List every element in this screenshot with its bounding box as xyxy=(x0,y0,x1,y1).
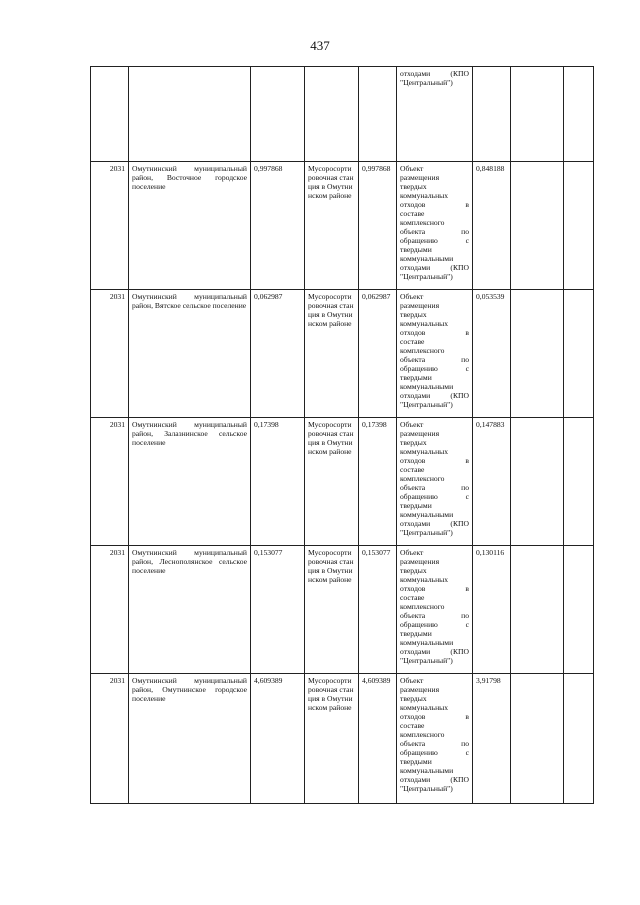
table-row xyxy=(91,674,594,804)
object-line: твердыми xyxy=(400,757,432,766)
value2-cell: 0,062987 xyxy=(359,290,397,418)
object-line: объекта по xyxy=(400,355,469,364)
year-cell: 2031 xyxy=(91,546,129,674)
object-line: Объект xyxy=(400,164,424,173)
value3-cell xyxy=(473,67,511,162)
empty-cell xyxy=(511,418,564,546)
object-line: отходами (КПО xyxy=(400,775,469,784)
empty-cell xyxy=(511,162,564,290)
object-line: комплексного xyxy=(400,346,445,355)
object-line: Объект xyxy=(400,420,424,429)
object-line: "Центральный") xyxy=(400,272,453,281)
station-cell: Мусоросортировочная станция в Омутнинском районе xyxy=(305,162,359,290)
object-line: отходов в xyxy=(400,584,469,593)
table-row-continuation xyxy=(91,67,594,162)
object-line: размещения xyxy=(400,301,440,310)
object-line: коммунальными xyxy=(400,382,454,391)
empty-cell xyxy=(564,418,594,546)
object-line: твердыми xyxy=(400,245,432,254)
empty-cell xyxy=(564,67,594,162)
object-line: коммунальными xyxy=(400,254,454,263)
object-line: комплексного xyxy=(400,218,445,227)
object-line: "Центральный") xyxy=(400,528,453,537)
object-line: обращению с xyxy=(400,236,469,245)
object-line: составе xyxy=(400,593,425,602)
object-line: твердых xyxy=(400,566,427,575)
object-line: отходов в xyxy=(400,328,469,337)
object-line: отходами (КПО xyxy=(400,519,469,528)
object-line: коммунальными xyxy=(400,766,454,775)
object-line: твердыми xyxy=(400,373,432,382)
station-cell: Мусоросортировочная станция в Омутнинском районе xyxy=(305,290,359,418)
object-line: обращению с xyxy=(400,620,469,629)
object-line: твердых xyxy=(400,694,427,703)
object-line: коммунальными xyxy=(400,638,454,647)
station-cell: Мусоросортировочная станция в Омутнинском районе xyxy=(305,418,359,546)
district-cell: Омутнинский муниципальный район, Залазнинское сельское поселение xyxy=(129,418,251,546)
object-line: коммунальных xyxy=(400,191,449,200)
object-line: составе xyxy=(400,721,425,730)
value1-cell: 4,609389 xyxy=(251,674,305,804)
value3-cell: 0,147883 xyxy=(473,418,511,546)
year-cell: 2031 xyxy=(91,674,129,804)
object-line: отходами (КПО xyxy=(400,647,469,656)
object-line: размещения xyxy=(400,429,440,438)
year-cell: 2031 xyxy=(91,418,129,546)
object-line: объекта по xyxy=(400,483,469,492)
object-line: обращению с xyxy=(400,364,469,373)
object-line: "Центральный") xyxy=(400,400,453,409)
year-cell xyxy=(91,67,129,162)
object-cell xyxy=(397,290,473,418)
table-body xyxy=(91,67,594,804)
object-line: объекта по xyxy=(400,611,469,620)
station-cell: Мусоросортировочная станция в Омутнинском районе xyxy=(305,546,359,674)
waste-flow-table xyxy=(90,66,594,804)
value1-cell: 0,062987 xyxy=(251,290,305,418)
district-cell: Омутнинский муниципальный район, Восточное городское поселение xyxy=(129,162,251,290)
object-line: составе xyxy=(400,337,425,346)
value3-cell: 0,053539 xyxy=(473,290,511,418)
object-line: отходов в xyxy=(400,456,469,465)
object-line: твердых xyxy=(400,438,427,447)
object-line: коммунальных xyxy=(400,447,449,456)
empty-cell xyxy=(564,290,594,418)
object-cell xyxy=(397,546,473,674)
object-line: обращению с xyxy=(400,748,469,757)
value2-cell: 4,609389 xyxy=(359,674,397,804)
object-line: составе xyxy=(400,209,425,218)
empty-cell xyxy=(511,674,564,804)
object-line: коммунальных xyxy=(400,319,449,328)
object-line: Объект xyxy=(400,548,424,557)
value3-cell: 3,91798 xyxy=(473,674,511,804)
object-line: размещения xyxy=(400,685,440,694)
empty-cell xyxy=(564,674,594,804)
object-line: комплексного xyxy=(400,602,445,611)
district-cell: Омутнинский муниципальный район, Вятское сельское поселение xyxy=(129,290,251,418)
object-line: отходами (КПО xyxy=(400,69,469,78)
value1-cell: 0,17398 xyxy=(251,418,305,546)
object-line: размещения xyxy=(400,557,440,566)
object-line: отходами (КПО xyxy=(400,263,469,272)
object-line: твердых xyxy=(400,310,427,319)
object-line: твердыми xyxy=(400,629,432,638)
table-row xyxy=(91,290,594,418)
station-cell: Мусоросортировочная станция в Омутнинском районе xyxy=(305,674,359,804)
empty-cell xyxy=(564,162,594,290)
object-line: отходов в xyxy=(400,200,469,209)
object-line: "Центральный") xyxy=(400,78,453,87)
object-line: "Центральный") xyxy=(400,656,453,665)
table-row xyxy=(91,418,594,546)
value1-cell xyxy=(251,67,305,162)
object-line: комплексного xyxy=(400,474,445,483)
district-cell: Омутнинский муниципальный район, Омутнинское городское поселение xyxy=(129,674,251,804)
object-line: обращению с xyxy=(400,492,469,501)
empty-cell xyxy=(511,290,564,418)
value1-cell: 0,153077 xyxy=(251,546,305,674)
district-cell: Омутнинский муниципальный район, Леснополянское сельское поселение xyxy=(129,546,251,674)
object-line: коммунальными xyxy=(400,510,454,519)
object-cell xyxy=(397,674,473,804)
empty-cell xyxy=(511,546,564,674)
value2-cell: 0,17398 xyxy=(359,418,397,546)
year-cell: 2031 xyxy=(91,162,129,290)
object-line: "Центральный") xyxy=(400,784,453,793)
value2-cell xyxy=(359,67,397,162)
table-row xyxy=(91,546,594,674)
empty-cell xyxy=(564,546,594,674)
object-line: комплексного xyxy=(400,730,445,739)
empty-cell xyxy=(511,67,564,162)
value3-cell: 0,130116 xyxy=(473,546,511,674)
station-cell xyxy=(305,67,359,162)
object-cell xyxy=(397,162,473,290)
year-cell: 2031 xyxy=(91,290,129,418)
object-line: твердыми xyxy=(400,501,432,510)
object-cell xyxy=(397,418,473,546)
object-line: отходов в xyxy=(400,712,469,721)
object-line: объекта по xyxy=(400,739,469,748)
object-line: коммунальных xyxy=(400,703,449,712)
object-line: твердых xyxy=(400,182,427,191)
object-line: Объект xyxy=(400,292,424,301)
object-line: составе xyxy=(400,465,425,474)
object-line: объекта по xyxy=(400,227,469,236)
value2-cell: 0,153077 xyxy=(359,546,397,674)
value3-cell: 0,848188 xyxy=(473,162,511,290)
value1-cell: 0,997868 xyxy=(251,162,305,290)
district-cell xyxy=(129,67,251,162)
value2-cell: 0,997868 xyxy=(359,162,397,290)
page-number: 437 xyxy=(310,38,330,53)
object-line: коммунальных xyxy=(400,575,449,584)
object-line: отходами (КПО xyxy=(400,391,469,400)
object-cell xyxy=(397,67,473,162)
object-line: Объект xyxy=(400,676,424,685)
object-line: размещения xyxy=(400,173,440,182)
table-row xyxy=(91,162,594,290)
